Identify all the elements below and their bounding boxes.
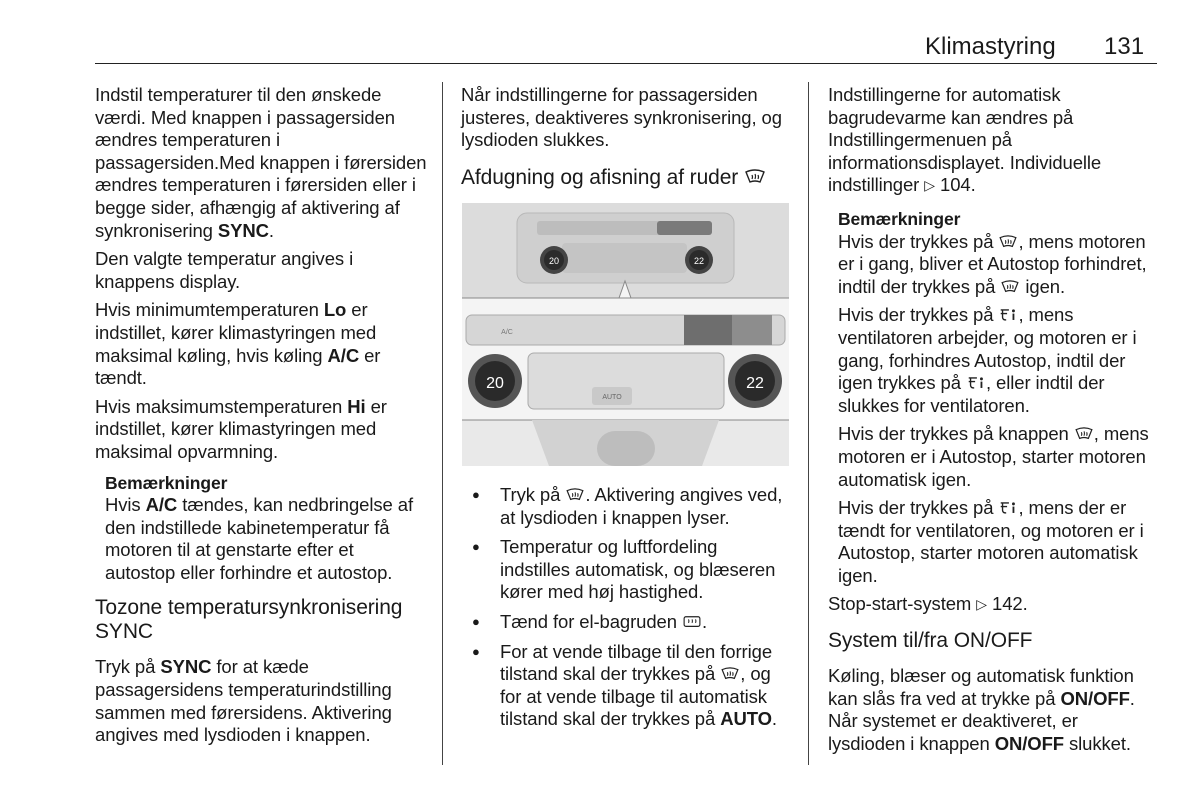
fan-icon xyxy=(998,307,1018,322)
section-heading: Tozone temperatursynkronisering SYNC xyxy=(95,596,403,644)
page-ref-icon: ▷ xyxy=(924,178,935,195)
paragraph: Stop-start-system ▷ 142. xyxy=(828,593,1158,617)
small-right-temp: 22 xyxy=(693,256,705,266)
column-divider xyxy=(442,82,443,765)
left-temp-display: 20 xyxy=(486,375,504,392)
page-number: 131 xyxy=(1104,33,1145,60)
defrost-icon xyxy=(1000,280,1020,294)
paragraph: Hvis minimumtemperaturen Lo er indstillet, kører klimastyringen med maksimal køling, hvis køling A/C er tændt. xyxy=(95,299,381,389)
note-title: Bemærkninger xyxy=(105,472,228,493)
paragraph: Køling, blæser og automatisk funktion kan slås fra ved at trykke på ON/OFF. Når systemet er deaktiveret, er lysdioden i knappen ON/OFF slukket. xyxy=(828,665,1135,754)
rear-window-heater-icon xyxy=(682,615,702,629)
fan-icon xyxy=(966,375,986,390)
defrost-icon xyxy=(565,488,585,502)
column-2 xyxy=(461,84,791,202)
list-item: ● For at vende tilbage til den forrige tilstand skal der trykkes på , og for at vende tilbage til automatisk tilstand skal der trykkes på AUTO. xyxy=(461,641,791,731)
paragraph: Tryk på SYNC for at kæde passagersidens temperaturindstilling sammen med førersidens. Aktivering angives med lysdioden i knappen. xyxy=(95,656,392,746)
note-text: Hvis der trykkes på knappen , mens motoren er i Autostop, starter motoren automatisk igen. xyxy=(838,423,1149,490)
note-text: Hvis der trykkes på , mens der er tændt for ventilatoren, og motoren er i Autostop, starter motoren automatisk igen. xyxy=(838,497,1144,586)
auto-button-label: AUTO xyxy=(602,394,622,401)
list-item: ● Tryk på . Aktivering angives ved, at lysdioden i knappen lyser. xyxy=(461,484,791,529)
page-ref-icon: ▷ xyxy=(976,597,987,614)
paragraph: Når indstillingerne for passagersiden justeres, deaktiveres synkronisering, og lysdioden slukkes. xyxy=(461,84,782,151)
defrost-icon xyxy=(1074,427,1094,441)
paragraph: Hvis maksimumstemperaturen Hi er indstillet, kører klimastyringen med maksimal opvarmning. xyxy=(95,395,387,462)
paragraph: Den valgte temperatur angives i knappens display. xyxy=(95,248,354,292)
climate-panel-figure xyxy=(462,203,789,466)
bullet-list xyxy=(461,484,791,731)
column-1 xyxy=(95,84,427,753)
section-heading: Afdugning og afisning af ruder xyxy=(461,166,791,190)
column-2-bullets xyxy=(461,484,791,738)
column-3 xyxy=(828,84,1158,761)
defrost-icon xyxy=(744,169,766,185)
defrost-icon xyxy=(720,667,740,681)
note-text: Hvis A/C tændes, kan nedbringelse af den indstillede kabinetemperatur få motoren til at genstarte efter et autostop eller forhindre et autostop. xyxy=(105,494,413,583)
list-item: ● Temperatur og luftfordeling indstilles automatisk, og blæseren kører med høj hastighed. xyxy=(461,536,791,604)
note-title: Bemærkninger xyxy=(838,208,961,229)
fan-icon xyxy=(998,500,1018,515)
section-heading: System til/fra ON/OFF xyxy=(828,629,1033,653)
note-box xyxy=(828,208,1158,588)
column-divider xyxy=(808,82,809,765)
ac-button-label: A/C xyxy=(501,329,513,336)
note-text: Hvis der trykkes på , mens motoren er i gang, bliver et Autostop forhindret, indtil der trykkes på igen. xyxy=(838,230,1147,297)
defrost-icon xyxy=(998,235,1018,249)
note-text: Hvis der trykkes på , mens ventilatoren arbejder, og motoren er i gang, forhindres Autostop, indtil der igen trykkes på , eller indtil der slukkes for ventilatoren. xyxy=(838,304,1137,416)
header-rule xyxy=(95,63,1157,64)
climate-panel-illustration xyxy=(462,203,789,466)
paragraph: Indstillingerne for automatisk bagrudevarme kan ændres på Indstillingermenuen på informationsdisplayet. Individuelle indstillinger ▷ 104. xyxy=(828,84,1158,198)
small-left-temp: 20 xyxy=(548,256,560,266)
paragraph: Indstil temperaturer til den ønskede værdi. Med knappen i passagersiden ændres temperaturen i passagersiden.Med knappen i førersiden ændres temperaturen i førersiden eller i begge sider, afhængig af aktivering af synkronisering SYNC. xyxy=(95,84,427,241)
note-box xyxy=(95,472,427,585)
right-temp-display: 22 xyxy=(746,375,764,392)
page-header-title: Klimastyring xyxy=(925,33,1056,60)
list-item: ● Tænd for el-bagruden . xyxy=(461,611,791,634)
